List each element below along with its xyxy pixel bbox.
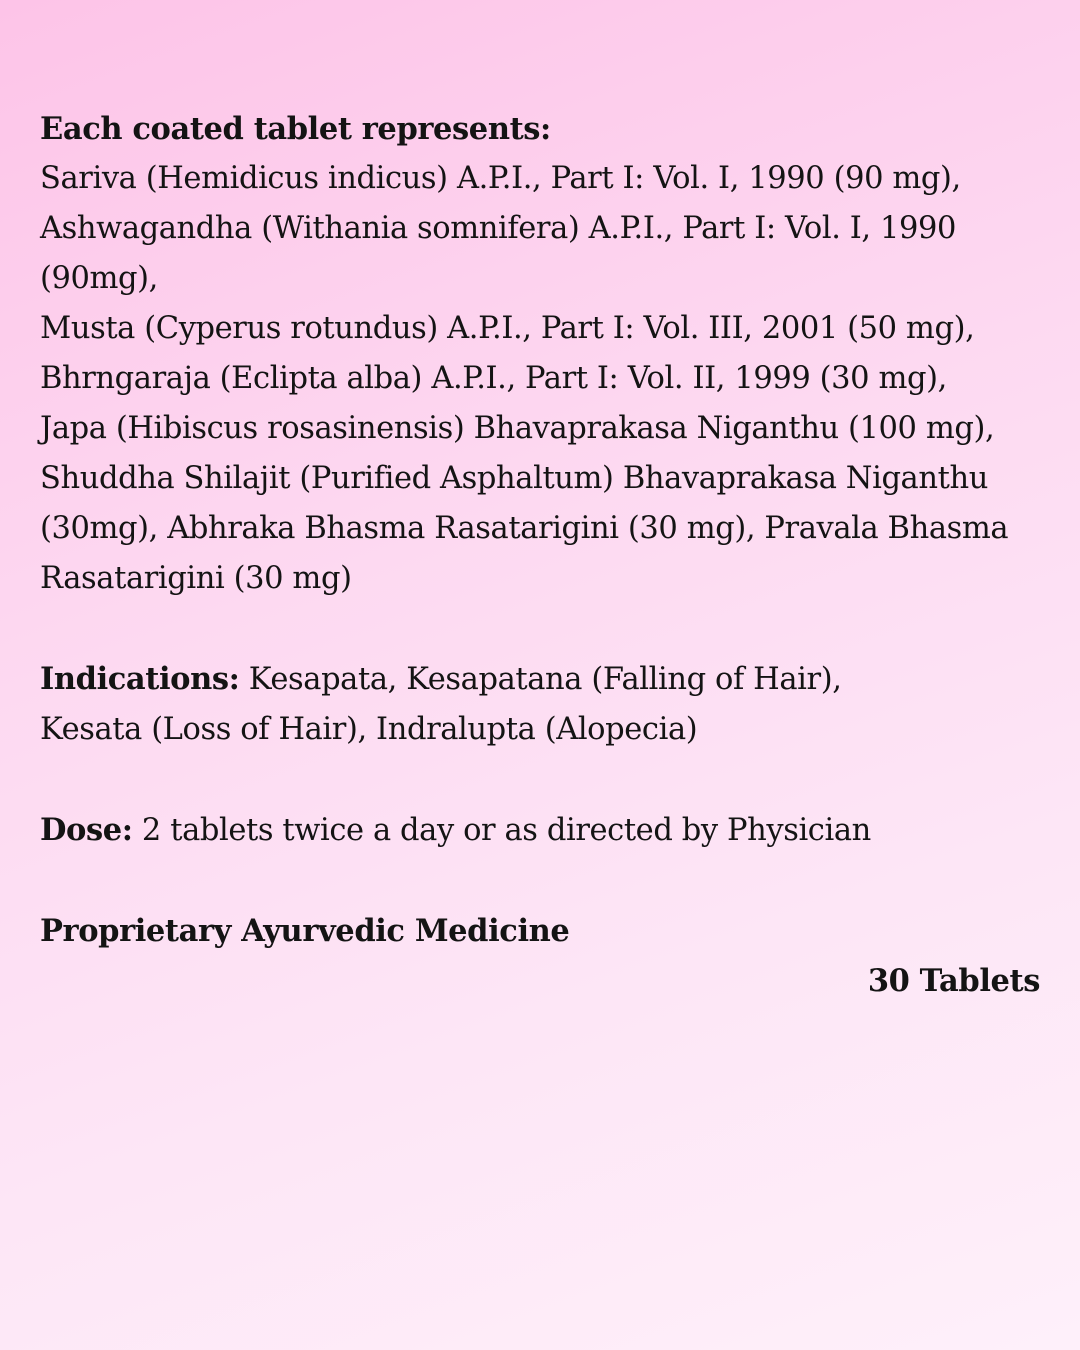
spacer [40, 604, 1045, 654]
spacer [40, 856, 1045, 906]
composition-line: Bhrngaraja (Eclipta alba) A.P.I., Part I: Vol. II, 1999 (30 mg), [40, 361, 947, 396]
category-label: Proprietary Ayurvedic Medicine [40, 913, 570, 949]
composition-line: (90mg), [40, 261, 158, 296]
indications-text: Kesapata, Kesapatana (Falling of Hair), [239, 662, 842, 697]
composition-line: (30mg), Abhraka Bhasma Rasatarigini (30 mg), Pravala Bhasma [40, 511, 1009, 546]
pack-size-label: 30 Tablets [867, 963, 1040, 999]
composition-section [40, 104, 1045, 604]
indications-text: Kesata (Loss of Hair), Indralupta (Alopecia) [40, 712, 698, 747]
composition-line: Ashwagandha (Withania somnifera) A.P.I., Part I: Vol. I, 1990 [40, 211, 957, 246]
composition-line: Sariva (Hemidicus indicus) A.P.I., Part I: Vol. I, 1990 (90 mg), [40, 161, 961, 196]
product-label-text [40, 104, 1045, 1006]
composition-heading: Each coated tablet represents: [40, 111, 551, 147]
composition-line: Japa (Hibiscus rosasinensis) Bhavaprakasa Niganthu (100 mg), [40, 411, 995, 446]
composition-line: Rasatarigini (30 mg) [40, 561, 352, 596]
composition-line: Musta (Cyperus rotundus) A.P.I., Part I: Vol. III, 2001 (50 mg), [40, 311, 975, 346]
category-section [40, 906, 1045, 1006]
composition-line: Shuddha Shilajit (Purified Asphaltum) Bhavaprakasa Niganthu [40, 461, 988, 496]
dose-label: Dose: [40, 812, 133, 848]
indications-section [40, 654, 1045, 755]
indications-label: Indications: [40, 661, 240, 697]
spacer [40, 755, 1045, 805]
dose-text: 2 tablets twice a day or as directed by Physician [132, 813, 871, 848]
dose-section [40, 805, 1045, 856]
